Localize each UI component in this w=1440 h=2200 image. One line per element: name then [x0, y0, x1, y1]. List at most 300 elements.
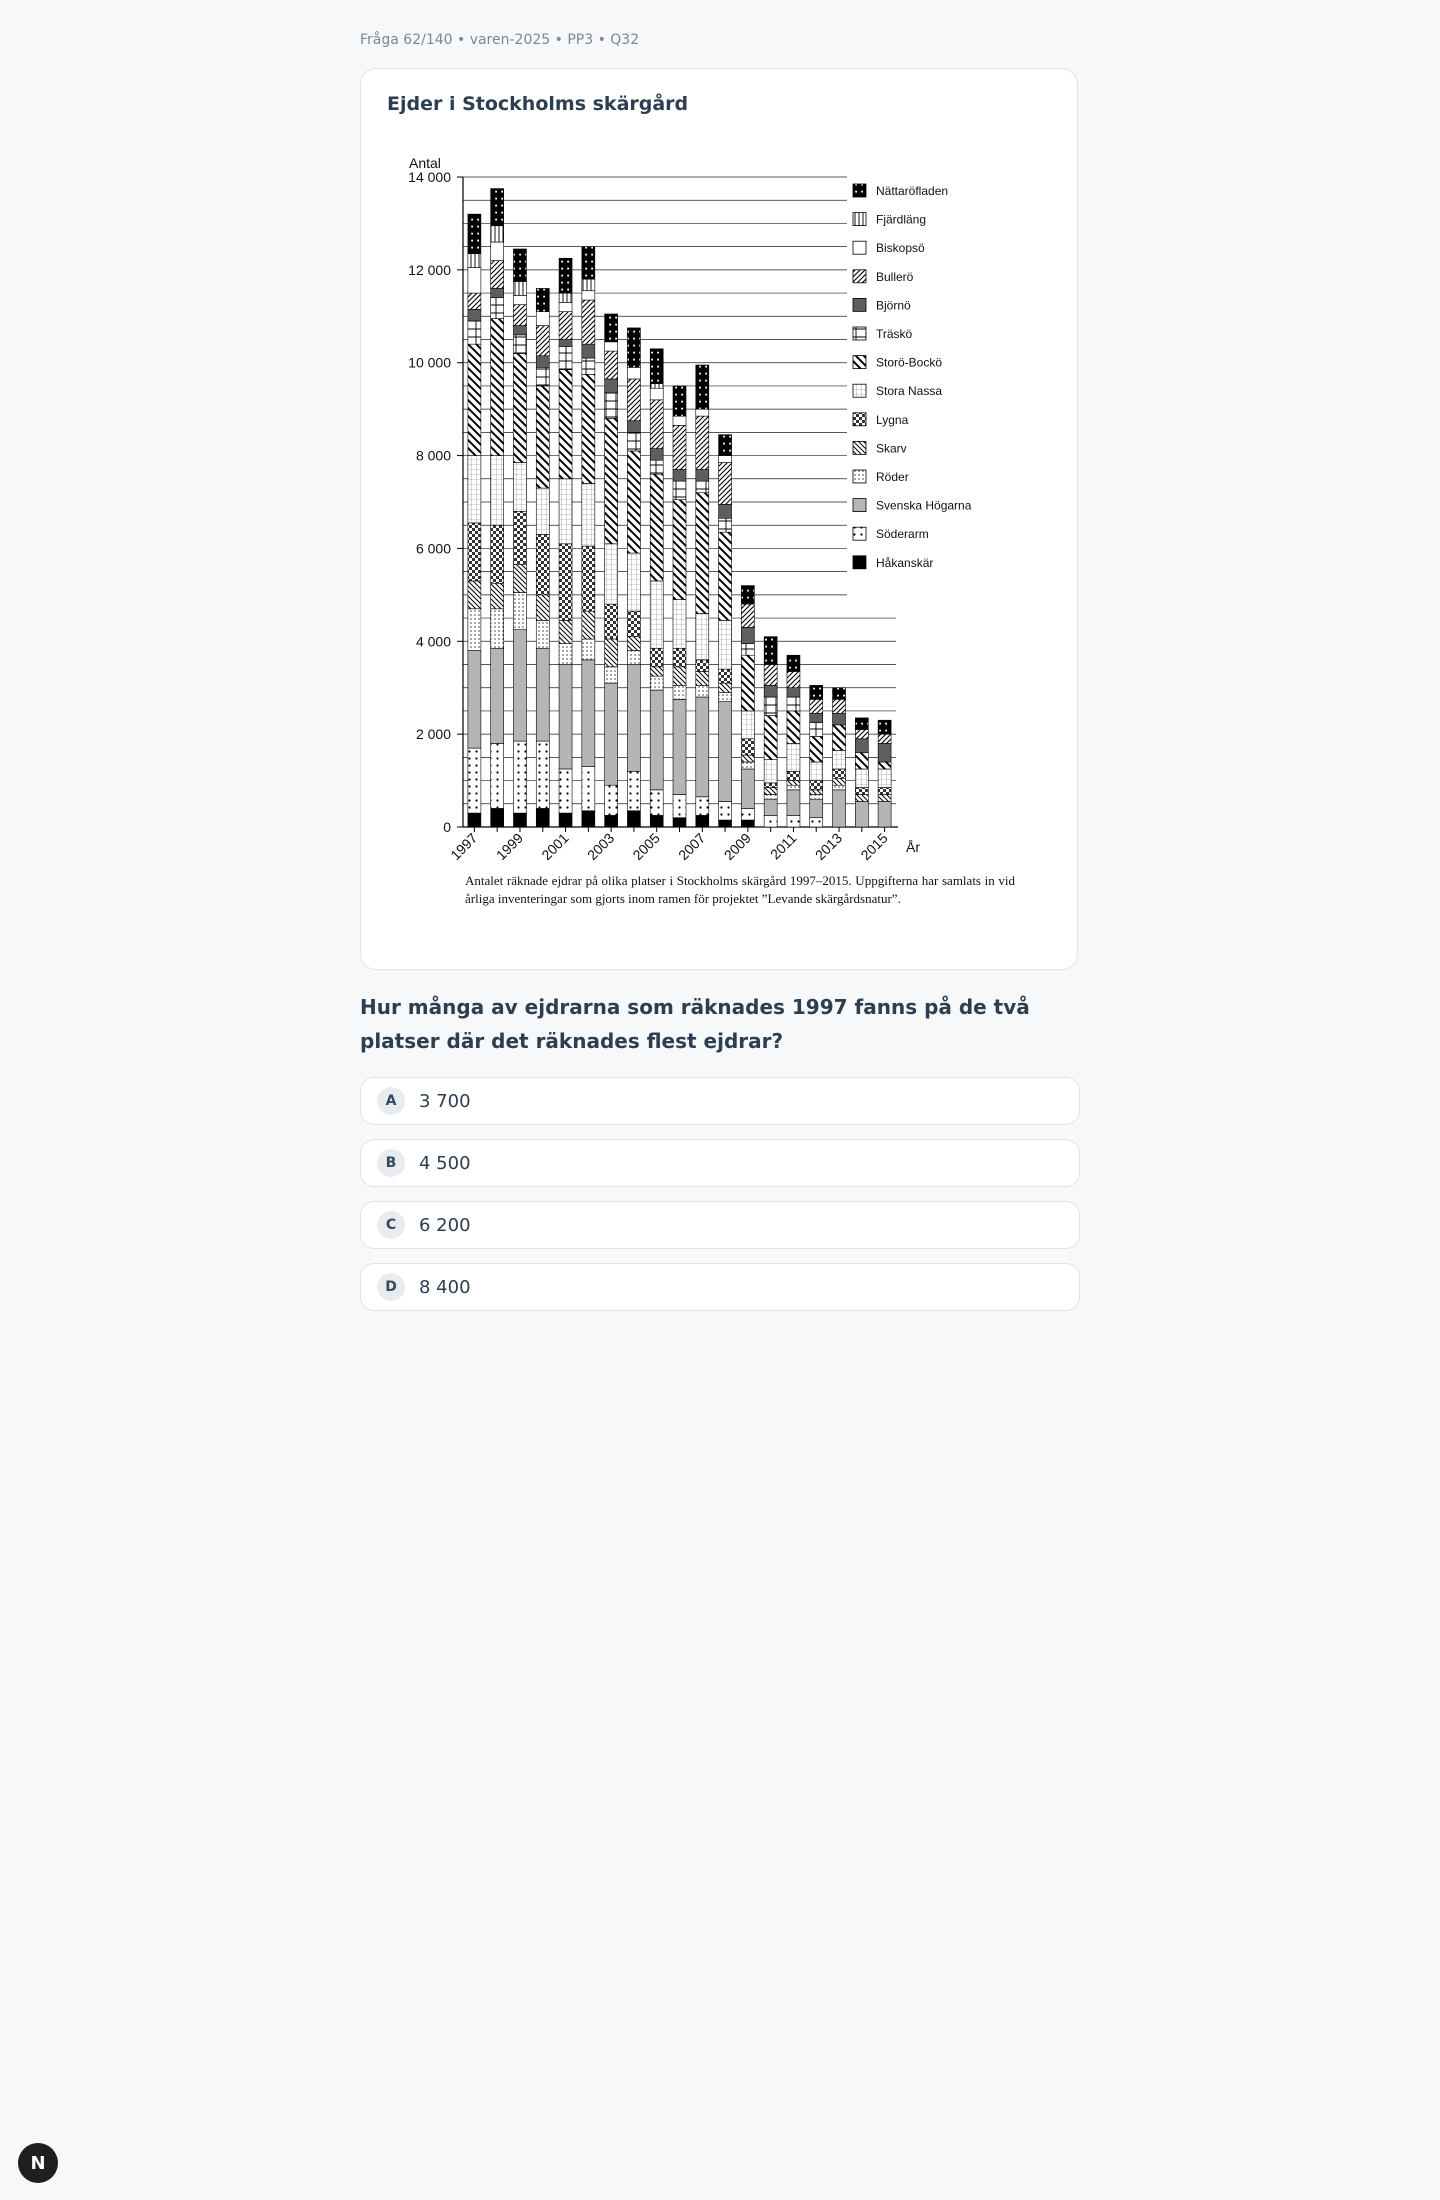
bar-segment	[855, 795, 868, 802]
bar-segment	[491, 226, 504, 242]
bar-segment	[536, 326, 549, 356]
bar-segment	[582, 639, 595, 660]
bar-segment	[787, 785, 800, 790]
bar-segment	[491, 609, 504, 648]
bar-segment	[605, 351, 618, 379]
bar-segment	[536, 741, 549, 808]
bar-segment	[513, 463, 526, 512]
legend-label: Biskopsö	[876, 241, 925, 256]
bar-segment	[878, 769, 891, 788]
bar-segment	[582, 247, 595, 280]
bar-segment	[719, 620, 732, 669]
bar-segment	[696, 493, 709, 614]
bar-segment	[627, 432, 640, 451]
bar-segment	[468, 456, 481, 523]
bar-segment	[627, 367, 640, 379]
bar-segment	[468, 748, 481, 813]
bar-segment	[810, 790, 823, 795]
bar-segment	[582, 291, 595, 300]
bar-segment	[582, 611, 595, 639]
bar-segment	[650, 690, 663, 790]
bar-segment	[810, 723, 823, 737]
bar-segment	[833, 725, 846, 751]
bar-segment	[673, 470, 686, 482]
bar-segment	[673, 685, 686, 699]
bar-segment	[468, 344, 481, 455]
y-tick-label: 12 000	[408, 261, 451, 278]
bar-segment	[650, 474, 663, 581]
bar-segment	[605, 544, 618, 604]
bar-segment	[764, 799, 777, 815]
legend-swatch	[853, 441, 866, 454]
bar-segment	[491, 261, 504, 289]
bar-segment	[468, 268, 481, 294]
bar-segment	[741, 808, 754, 820]
bar-segment	[605, 667, 618, 683]
option-text: 6 200	[419, 1214, 471, 1236]
bar-segment	[605, 418, 618, 543]
bar-segment	[627, 451, 640, 553]
bar-segment	[764, 815, 777, 827]
bar-segment	[536, 386, 549, 488]
legend-label: Storö-Bockö	[876, 355, 943, 370]
answer-option-c[interactable]	[360, 1201, 1080, 1249]
bar-segment	[741, 711, 754, 739]
bar-segment	[582, 811, 595, 827]
legend-label: Träskö	[876, 327, 913, 341]
bar-segment	[559, 293, 572, 302]
legend-label: Röder	[876, 470, 909, 484]
bar-segment	[559, 312, 572, 340]
bar-segment	[650, 400, 663, 449]
bar-segment	[810, 762, 823, 781]
bar-segment	[513, 281, 526, 295]
bar-segment	[764, 795, 777, 800]
bar-segment	[833, 750, 846, 769]
bar-segment	[741, 644, 754, 656]
option-text: 3 700	[419, 1090, 471, 1112]
bar-segment	[741, 586, 754, 605]
legend-label: Söderarm	[876, 527, 929, 542]
answer-option-d[interactable]	[360, 1263, 1080, 1311]
bar-segment	[833, 769, 846, 778]
bar-segment	[855, 718, 868, 730]
bar-segment	[719, 801, 732, 820]
x-tick-label: 2007	[675, 829, 709, 864]
y-axis-label: Antal	[409, 155, 441, 171]
bar-segment	[810, 795, 823, 800]
bar-segment	[855, 801, 868, 827]
option-text: 8 400	[419, 1276, 471, 1298]
legend-swatch	[853, 184, 866, 197]
bar-segment	[719, 532, 732, 620]
legend-label: Nättaröfladen	[876, 184, 949, 198]
y-tick-label: 2 000	[415, 726, 451, 743]
bar-segment	[741, 820, 754, 827]
bar-segment	[878, 801, 891, 827]
bar-segment	[627, 651, 640, 665]
y-tick-label: 10 000	[408, 354, 451, 371]
bar-segment	[719, 820, 732, 827]
bar-segment	[673, 500, 686, 600]
bar-segment	[582, 546, 595, 611]
legend-swatch	[853, 241, 866, 254]
bar-segment	[491, 319, 504, 456]
bar-segment	[513, 249, 526, 282]
bar-segment	[673, 818, 686, 827]
bar-segment	[719, 702, 732, 802]
legend-swatch	[853, 213, 866, 226]
bar-segment	[582, 300, 595, 344]
bar-segment	[696, 613, 709, 659]
bar-segment	[650, 676, 663, 690]
bar-segment	[605, 342, 618, 351]
bar-segment	[810, 713, 823, 722]
bar-segment	[491, 525, 504, 583]
bar-segment	[582, 767, 595, 811]
bar-segment	[468, 321, 481, 344]
bar-segment	[673, 667, 686, 686]
bar-segment	[627, 379, 640, 421]
bar-segment	[833, 713, 846, 725]
bar-segment	[605, 639, 618, 667]
bar-segment	[627, 811, 640, 827]
bar-segment	[787, 671, 800, 687]
bar-segment	[536, 535, 549, 595]
bar-segment	[559, 644, 572, 665]
bar-segment	[719, 518, 732, 532]
y-tick-label: 6 000	[415, 540, 451, 557]
bar-segment	[650, 648, 663, 667]
bar-segment	[627, 553, 640, 611]
x-tick-label: 1997	[447, 829, 481, 864]
bar-segment	[491, 298, 504, 319]
bar-segment	[787, 688, 800, 697]
legend-label: Håkanskär	[876, 555, 934, 570]
bar-segment	[810, 699, 823, 713]
option-text: 4 500	[419, 1152, 471, 1174]
bar-segment	[559, 479, 572, 544]
chart-card	[360, 68, 1078, 970]
bar-segment	[559, 340, 572, 347]
bar-segment	[673, 648, 686, 667]
legend-label: Björnö	[876, 298, 911, 313]
bar-segment	[559, 258, 572, 293]
bar-segment	[673, 416, 686, 425]
bar-segment	[673, 699, 686, 794]
bar-segment	[719, 463, 732, 505]
bar-segment	[696, 697, 709, 797]
bar-segment	[536, 367, 549, 386]
bar-segment	[559, 370, 572, 479]
legend-swatch	[853, 413, 866, 426]
bar-segment	[741, 762, 754, 769]
x-tick-label: 2015	[857, 829, 891, 864]
bar-segment	[605, 379, 618, 393]
bar-segment	[810, 818, 823, 827]
option-letter-badge: C	[377, 1211, 405, 1239]
bar-segment	[468, 214, 481, 253]
y-tick-label: 4 000	[415, 633, 451, 650]
bar-segment	[468, 523, 481, 581]
x-tick-label: 1999	[492, 829, 527, 864]
bar-segment	[696, 416, 709, 469]
bar-segment	[764, 665, 777, 686]
bar-segment	[650, 449, 663, 461]
x-tick-label: 2001	[538, 829, 572, 864]
bar-segment	[605, 683, 618, 785]
chart-caption: Antalet räknade ejdrar på olika platser i Stockholms skärgård 1997–2015. Uppgifterna har samlats in vid årliga inventeringar som gjorts inom ramen för projektet ”Levande skärgårdsnatur”.	[465, 873, 1015, 906]
legend-swatch	[853, 527, 866, 540]
bar-segment	[696, 470, 709, 482]
bar-segment	[650, 667, 663, 676]
legend-label: Svenska Högarna	[876, 498, 972, 513]
bar-segment	[787, 790, 800, 816]
legend-swatch	[853, 327, 866, 340]
answer-option-b[interactable]	[360, 1139, 1080, 1187]
bar-segment	[468, 293, 481, 309]
bar-segment	[468, 651, 481, 749]
legend-swatch	[853, 298, 866, 311]
bar-segment	[673, 795, 686, 818]
bar-segment	[696, 815, 709, 827]
legend-swatch	[853, 270, 866, 283]
bar-segment	[855, 739, 868, 753]
bar-segment	[605, 785, 618, 815]
bar-segment	[673, 386, 686, 416]
bar-segment	[559, 346, 572, 369]
bar-segment	[536, 356, 549, 368]
bar-segment	[559, 620, 572, 643]
bar-segment	[582, 374, 595, 483]
chart-card-title: Ejder i Stockholms skärgård	[387, 93, 689, 115]
bar-segment	[582, 483, 595, 546]
x-tick-label: 2003	[583, 829, 618, 864]
bar-segment	[513, 813, 526, 827]
bar-segment	[582, 660, 595, 767]
bar-segment	[491, 456, 504, 526]
bar-segment	[719, 692, 732, 701]
answer-options	[360, 1077, 1080, 1325]
bar-segment	[787, 781, 800, 786]
bar-segment	[491, 583, 504, 609]
app-badge-icon[interactable]: N	[18, 2143, 58, 2183]
y-tick-label: 8 000	[415, 447, 451, 464]
bar-segment	[741, 769, 754, 808]
bar-segment	[764, 783, 777, 788]
bar-segment	[810, 799, 823, 818]
answer-option-a[interactable]	[360, 1077, 1080, 1125]
bar-segment	[627, 637, 640, 651]
bar-segment	[741, 739, 754, 755]
bar-segment	[650, 460, 663, 474]
bar-segment	[513, 593, 526, 630]
bar-segment	[650, 384, 663, 389]
bar-segment	[536, 620, 549, 648]
bar-segment	[627, 421, 640, 433]
bar-segment	[559, 813, 572, 827]
legend-swatch	[853, 556, 866, 569]
option-letter-badge: D	[377, 1273, 405, 1301]
bar-segment	[513, 353, 526, 462]
bar-segment	[787, 815, 800, 827]
y-tick-label: 14 000	[408, 169, 451, 185]
bar-segment	[650, 349, 663, 384]
bar-segment	[673, 425, 686, 469]
bar-segment	[513, 565, 526, 593]
bar-segment	[696, 365, 709, 409]
bar-segment	[810, 736, 823, 762]
legend-label: Lygna	[876, 412, 909, 427]
bar-segment	[833, 778, 846, 785]
bar-segment	[536, 312, 549, 326]
bar-segment	[605, 314, 618, 342]
bar-segment	[764, 716, 777, 760]
bar-segment	[559, 302, 572, 311]
bar-segment	[536, 488, 549, 534]
bar-segment	[673, 600, 686, 649]
bar-segment	[855, 788, 868, 795]
legend-swatch	[853, 384, 866, 397]
bar-segment	[468, 813, 481, 827]
bar-segment	[878, 795, 891, 802]
bar-segment	[764, 760, 777, 783]
bar-segment	[627, 328, 640, 367]
bar-segment	[513, 741, 526, 813]
bar-segment	[878, 734, 891, 743]
bar-segment	[627, 665, 640, 772]
stacked-bar-chart	[361, 69, 1079, 971]
legend-label: Skarv	[876, 441, 907, 456]
bar-segment	[810, 685, 823, 699]
bar-segment	[696, 481, 709, 493]
bar-segment	[764, 637, 777, 665]
bar-segment	[878, 788, 891, 795]
y-tick-label: 0	[443, 819, 451, 835]
bar-segment	[491, 288, 504, 297]
bar-segment	[787, 771, 800, 780]
bar-segment	[741, 627, 754, 643]
bar-segment	[878, 743, 891, 762]
bar-segment	[764, 685, 777, 697]
bar-segment	[741, 604, 754, 627]
bar-segment	[696, 660, 709, 672]
bar-segment	[787, 743, 800, 771]
x-tick-label: 2011	[766, 829, 800, 863]
bar-segment	[536, 595, 549, 621]
bar-segment	[696, 797, 709, 816]
legend-swatch	[853, 356, 866, 369]
bar-segment	[468, 581, 481, 609]
bar-segment	[719, 683, 732, 692]
bar-segment	[582, 344, 595, 358]
bar-segment	[787, 655, 800, 671]
bar-segment	[513, 335, 526, 354]
bar-segment	[559, 769, 572, 813]
bar-segment	[491, 808, 504, 827]
bar-segment	[468, 609, 481, 651]
bar-segment	[513, 305, 526, 326]
bar-segment	[764, 697, 777, 716]
bar-segment	[696, 409, 709, 416]
bar-segment	[536, 288, 549, 311]
bar-segment	[513, 326, 526, 335]
bar-segment	[491, 189, 504, 226]
bar-segment	[605, 393, 618, 419]
bar-segment	[719, 504, 732, 518]
bar-segment	[605, 604, 618, 639]
bar-segment	[559, 665, 572, 769]
bar-segment	[764, 788, 777, 795]
bar-segment	[536, 648, 549, 741]
bar-segment	[810, 781, 823, 790]
bar-segment	[468, 254, 481, 268]
bar-segment	[719, 456, 732, 463]
bar-segment	[719, 669, 732, 683]
question-text: Hur många av ejdrarna som räknades 1997 fanns på de två platser där det räknades flest ejdrar?	[360, 995, 1030, 1053]
bar-segment	[833, 688, 846, 700]
bar-segment	[582, 279, 595, 291]
bar-segment	[833, 785, 846, 790]
legend-label: Bullerö	[876, 269, 914, 284]
bar-segment	[833, 790, 846, 827]
question-meta: Fråga 62/140 • varen-2025 • PP3 • Q32	[360, 32, 640, 48]
bar-segment	[741, 655, 754, 711]
bar-segment	[650, 815, 663, 827]
bar-segment	[605, 815, 618, 827]
x-axis-label: År	[906, 839, 920, 855]
bar-segment	[878, 720, 891, 734]
bar-segment	[491, 648, 504, 743]
bar-segment	[650, 388, 663, 400]
bar-segment	[627, 611, 640, 637]
bar-segment	[787, 697, 800, 711]
legend-label: Stora Nassa	[876, 384, 943, 399]
bar-segment	[696, 685, 709, 697]
bar-segment	[833, 699, 846, 713]
x-tick-label: 2013	[811, 829, 846, 864]
bar-segment	[696, 671, 709, 685]
bar-segment	[559, 544, 572, 621]
bar-segment	[855, 769, 868, 788]
bar-segment	[491, 242, 504, 261]
bar-segment	[468, 309, 481, 321]
option-letter-badge: B	[377, 1149, 405, 1177]
bar-segment	[536, 808, 549, 827]
legend-swatch	[853, 470, 866, 483]
legend-swatch	[853, 499, 866, 512]
legend-label: Fjärdläng	[876, 212, 927, 227]
bar-segment	[787, 711, 800, 744]
bar-segment	[878, 762, 891, 769]
bar-segment	[513, 295, 526, 304]
bar-segment	[513, 630, 526, 741]
x-tick-label: 2005	[629, 829, 663, 864]
bar-segment	[719, 435, 732, 456]
bar-segment	[650, 581, 663, 648]
bar-segment	[582, 358, 595, 374]
bar-segment	[627, 771, 640, 810]
bar-segment	[673, 481, 686, 500]
bar-segment	[741, 755, 754, 762]
option-letter-badge: A	[377, 1087, 405, 1115]
bar-segment	[650, 790, 663, 816]
x-tick-label: 2009	[720, 829, 754, 864]
bar-segment	[855, 730, 868, 739]
bar-segment	[513, 511, 526, 564]
bar-segment	[855, 753, 868, 769]
bar-segment	[491, 743, 504, 808]
